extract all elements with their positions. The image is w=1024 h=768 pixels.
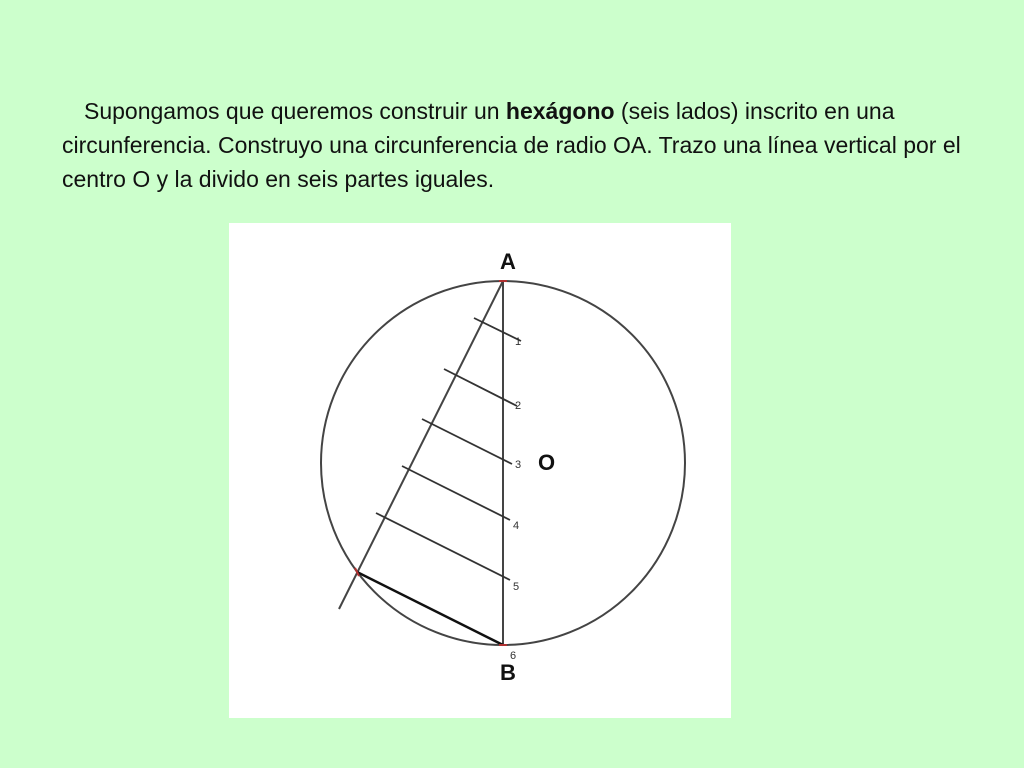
- figure-panel: [229, 223, 731, 718]
- division-label-5: 5: [513, 581, 520, 593]
- intro-paragraph: [62, 94, 962, 196]
- intro-text-bold: hexágono: [505, 98, 615, 124]
- division-label-2: 2: [515, 400, 522, 412]
- division-label-6: 6: [510, 650, 517, 662]
- point-label-b: B: [500, 660, 516, 685]
- division-label-4: 4: [513, 520, 520, 532]
- point-label-a: A: [500, 249, 516, 274]
- division-label-3: 3: [515, 459, 522, 471]
- intro-text-start: Supongamos que queremos construir un: [84, 98, 506, 124]
- intro-text-end: (seis lados) inscrito en una circunferencia. Construyo una circunferencia de radio OA. Trazo una línea vertical por el centro O y la divido en seis partes iguales.: [62, 98, 961, 192]
- division-label-1: 1: [515, 336, 522, 348]
- construction-diagram: [229, 223, 731, 718]
- point-label-o: O: [538, 450, 556, 475]
